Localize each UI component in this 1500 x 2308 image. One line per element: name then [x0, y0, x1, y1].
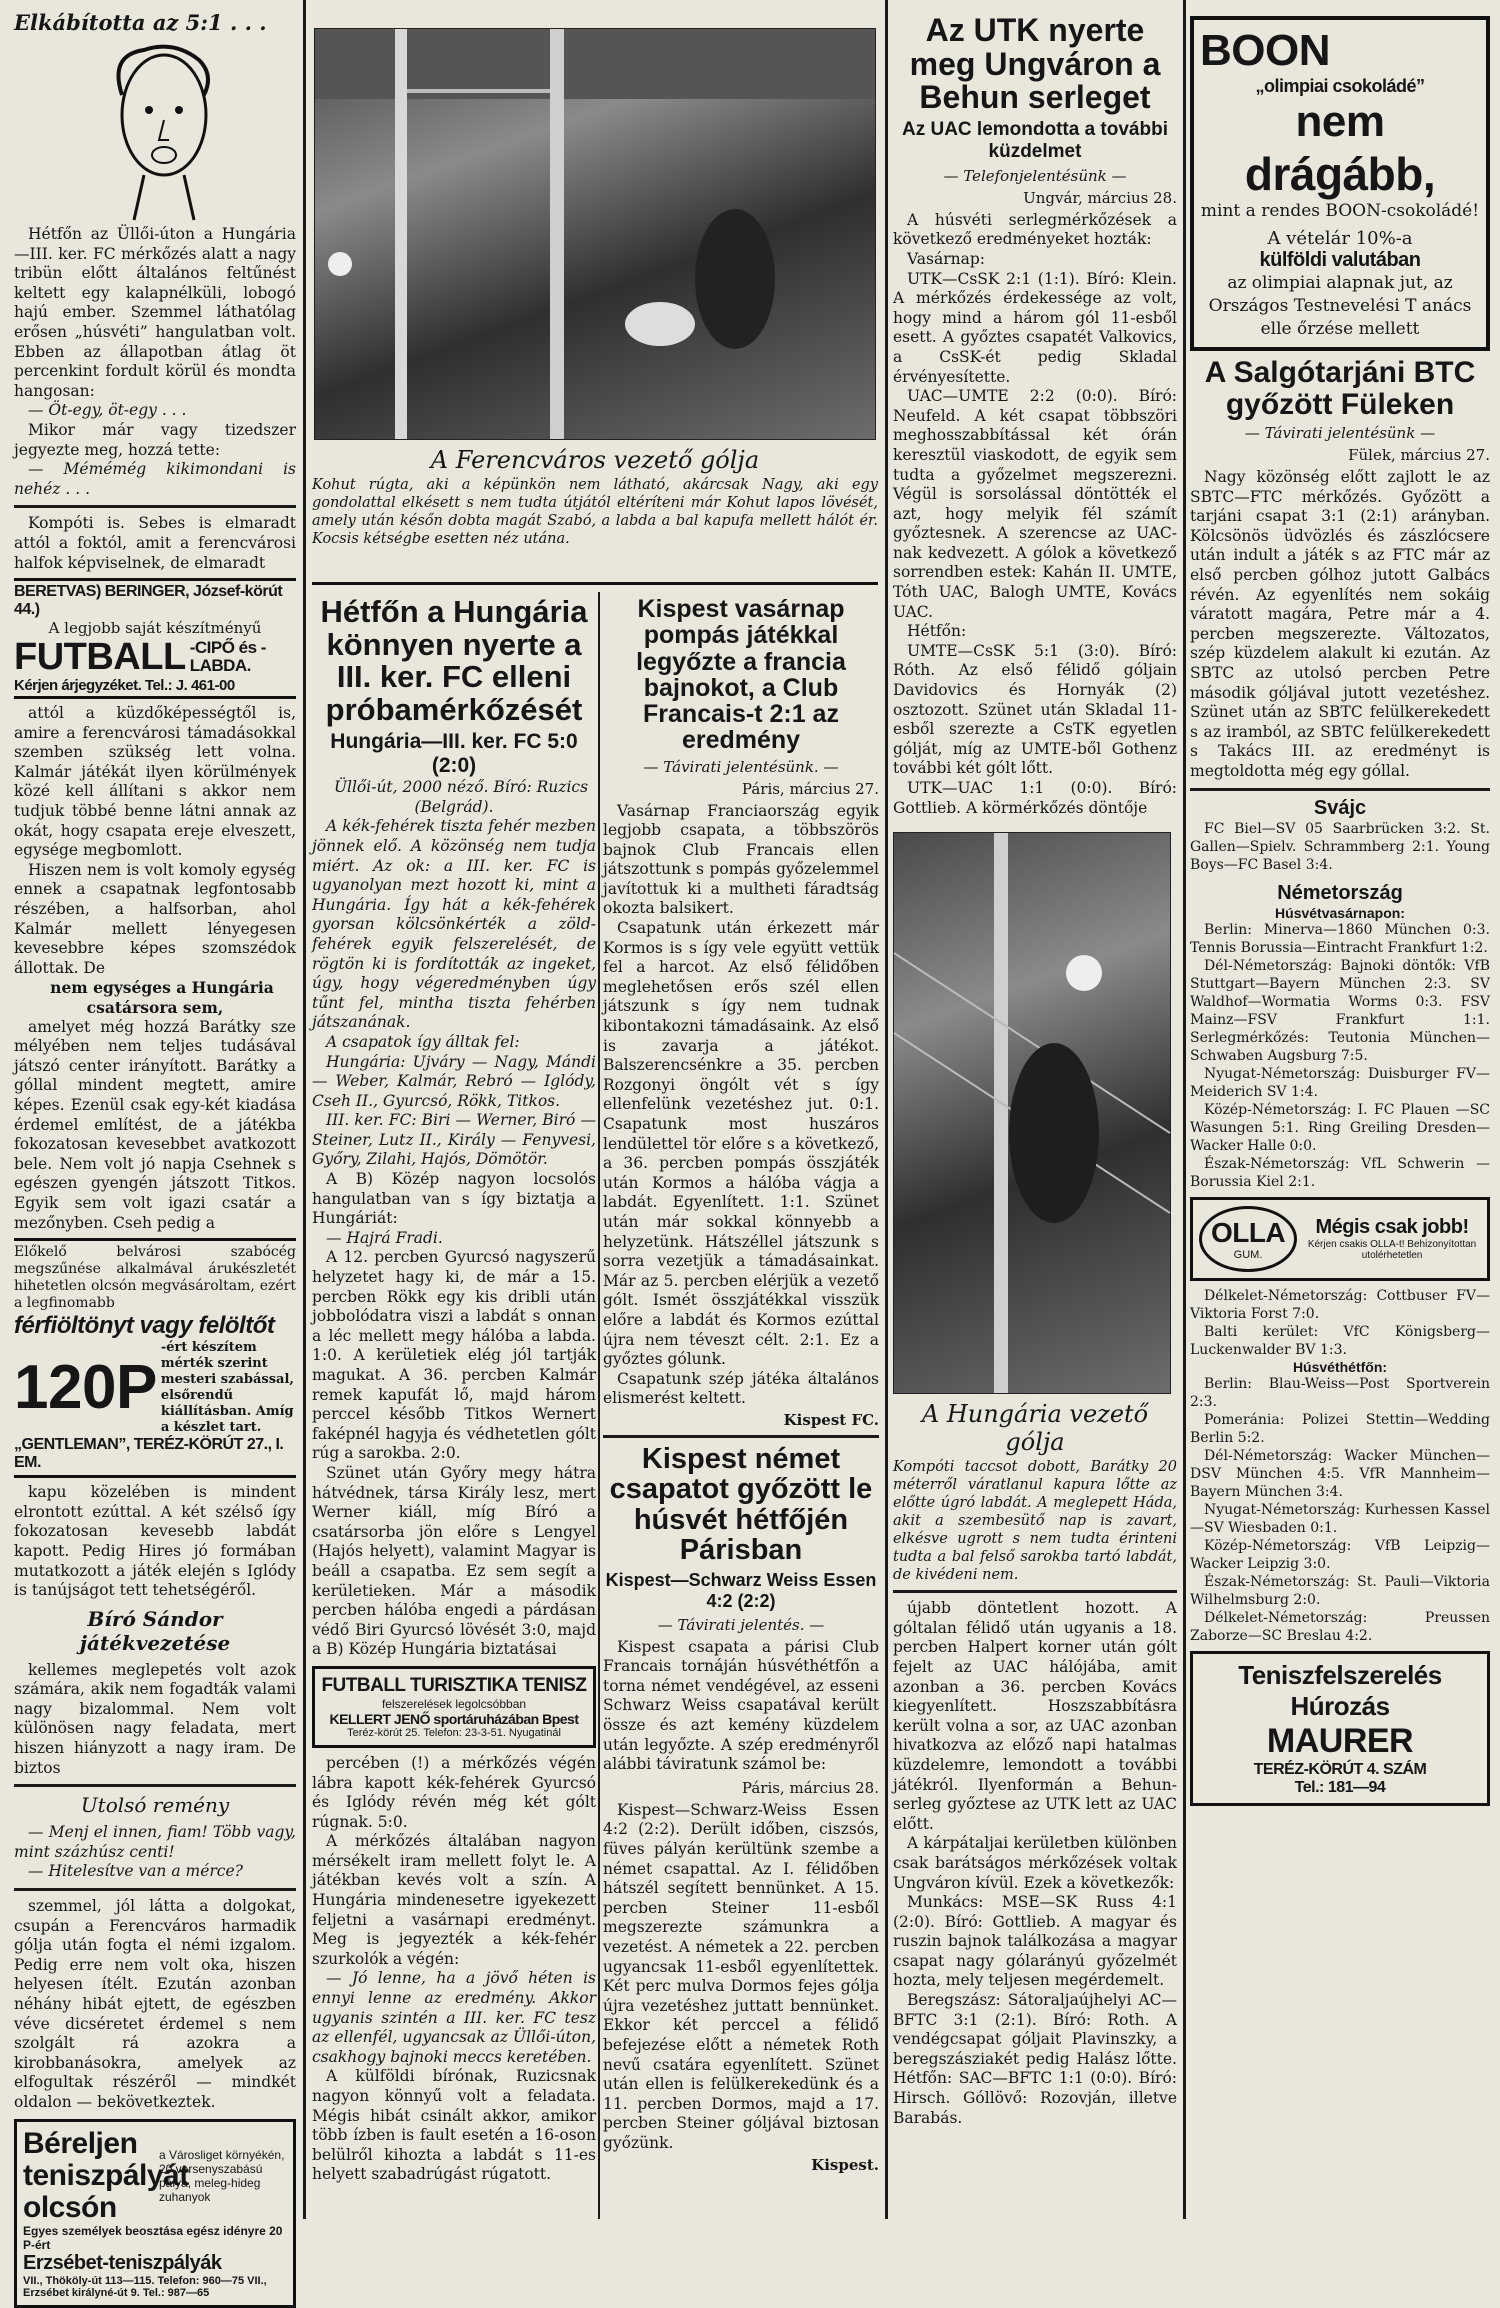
- column-2: [312, 592, 596, 2213]
- divider: [312, 582, 878, 585]
- text: újabb döntetlent hozott. A góltalan félidő után ugyanis a 18. percben Halpert korner után gólt fejelt az UAC hálójába, amit azonban a 36. percben Kovács kiegyenlített. Hoszszabbításra került volna a sor, az UAC azonban hivatkozva az előző napi hatalmas küzdelemre, lemondott a további játékról. Ilyenformán a Behun-serleg győztese az UTK lett az UAC előtt.: [893, 1599, 1177, 1833]
- kispest-german-headline: Kispest német csapatot győzött le húsvét hétfőjén Párisban: [609, 1442, 873, 1567]
- intro-text: Hétfőn az Üllői-úton a Hungária—III. ker. FC mérkőzés alatt a nagy tribün előtt általános feltűnést keltett egy kalapnélküli, lobogó hajú ember. Szemmel láthatólag erősen „húsvéti” hangulatban volt. Ebben az állapotban átlag öt percenkint fordult körül és mondta hangosan:: [14, 225, 296, 400]
- lineup: Hungária: Ujváry — Nagy, Mándi — Weber, Kalmár, Rebró — Iglódy, Cseh II., Gyurcsó, Rökk, Titkos.: [312, 1052, 596, 1110]
- column-4: [893, 10, 1177, 2213]
- sbtc-headline: A Salgótarjáni BTC győzött Füleken: [1204, 356, 1476, 421]
- olla-logo: [1199, 1206, 1297, 1272]
- ferencvaros-photo-title: A Ferencváros vezető gólja: [430, 446, 760, 474]
- text: Szünet után Győry megy hátra hátvédnek, társa Király lesz, mert Werner kiáll, míg Bíró a csatársorba jön előre s Lengyel (Hajós helyett), valamint Magyar is beáll a csapatba. Ez sem segít a kerületieken. Már a második percben hálóba engedi a párdásan védő Biri Gyurcsó lövését 3:0, majd a B) Közép Hungária biztatásai: [312, 1463, 596, 1659]
- olla-side2: Kérjen csakis OLLA-t! Behizonyítottan utolérhetetlen: [1307, 1239, 1477, 1261]
- text: attól a küzdőképességtől is, amire a ferencvárosi támadásokkal szemben szükség lett volna. Kalmár játékát ilyen körülmények közé kell állítani s akkor nem tudjuk többé benne látni annak az okát, hogy csapata ereje elveszett, egysége megbomlott.: [14, 704, 296, 860]
- results: Balti kerület: VfC Königsberg—Luckenwalder BV 1:3.: [1190, 1323, 1490, 1358]
- ferencvaros-photo-block: [312, 10, 878, 570]
- text: Beregszász: Sátoraljaújhelyi AC—BFTC 3:1 (2:1). Bíró: Roth. A vendégcsapat góljait Plavinszky, a beregszásziakét pedig Halász lőtte. Hétfőn: SAC—BFTC 1:1 (0:0). Bíró: Hirsch. Góllövő: Rozovján, illetve Barabás.: [893, 1991, 1177, 2127]
- results: Közép-Németország: VfB Leipzig—Wacker Leipzig 3:0.: [1190, 1537, 1490, 1572]
- nemet-heading: Németország: [1277, 881, 1403, 904]
- text: szemmel, jól látta a dolgokat, csupán a Ferencváros harmadik gólja után fogta el némi izgalom. Pedig erre nem volt oka, hiszen helyesen ítélt. Ezután azonban néhány hibát ejtett, de egészben véve dicséretet érdemel s nem szolgált rá azokra a kirobbanásokra, amelyek az elfogultak részéről — mindkét oldalon — bekövetkeztek.: [14, 1897, 296, 2111]
- results: Nyugat-Németország: Duisburger FV—Meiderich SV 1:4.: [1190, 1065, 1490, 1100]
- boon-big1: nem: [1295, 97, 1385, 146]
- biro-heading: Bíró Sándor játékvezetése: [79, 1606, 231, 1655]
- maurer-line3: MAURER: [1266, 1721, 1414, 1760]
- text: Csapatunk után érkezett már Kormos is s így vele együtt vettük fel a harcot. Az első félidőben meglehetősen erős szél ellen játszunk s így nem tudnak kibontakozni támadásaink. Az első is zavarja a játékot. Balszerencsénkre a 35. percben Rozgonyi öngólt vét s így ellenfelünk vezetéshez jut. 0:1. Csapatunk most huszáros lendülettel tör előre s a következő, a 36. percben pompás összjáték után Kormos a hálóba vágja a labdát. Egyenlített. 1:1. Szünet után már sokkal könnyebb a helyzetünk. Hátszéllel játszunk s sorra vezetjük a támadásainkat. Már az 5. percben elérjük a vezető gólt. Ismét összjátékkal visszük előre a labdát és Kormos ezúttal újra nem téveszt célt. 2:1. Ez a győztes gólunk.: [603, 919, 879, 1369]
- kellert-name: KELLERT JENŐ sportáruházában Bpest: [329, 1710, 579, 1727]
- boon-text: az olimpiai alapnak jut, az Országos Testnevelési T anács elle őrzése mellett: [1208, 273, 1472, 339]
- utk-headline: Az UTK nyerte meg Ungváron a Behun serleget: [909, 12, 1161, 116]
- text: UTK—CsSK 2:1 (1:1). Bíró: Klein. A mérkőzés érdekessége az volt, hogy mind a három gól 11-esből esett. A győztes csapatét Valkovics, a CsSK-ét pedig Skladal érvényesítette.: [893, 269, 1177, 386]
- dateline: — Távirati jelentésünk. —: [643, 757, 839, 776]
- signature: Kispest.: [811, 2155, 879, 2174]
- utolso-heading: Utolsó remény: [80, 1793, 230, 1818]
- olla-brand: OLLA: [1210, 1216, 1286, 1248]
- results: Délkelet-Németország: Cottbuser FV—Viktoria Forst 7:0.: [1190, 1287, 1490, 1322]
- divider: [893, 1590, 1177, 1593]
- boon-big2: drágább,: [1244, 148, 1436, 200]
- boon-ad: [1190, 16, 1490, 351]
- hungaria-photo-caption: Kompóti taccsot dobott, Barátky 20 méterről váratlanul kapura lőtte az előtte úgró labdát. A meglepett Háda, akit a szembesütő nap is zavart, elkésve ugrott s nem tudta érinteni tudta a bal felső sarokba tartó labdát, de kivédeni nem.: [893, 1459, 1177, 1584]
- gentleman-ad: [14, 1238, 296, 1478]
- olla-side1: Mégis csak jobb!: [1315, 1216, 1469, 1238]
- tennis-name: Erzsébet-teniszpályák: [23, 2251, 222, 2274]
- column-3: [603, 592, 879, 2213]
- maurer-ad: [1190, 1651, 1490, 1806]
- maurer-line2: Húrozás: [1290, 1690, 1390, 1721]
- boon-text: külföldi valutában: [1259, 249, 1421, 271]
- olla-sub: GUM.: [1233, 1248, 1263, 1261]
- hungaria-photo-title: A Hungária vezető gólja: [921, 1400, 1149, 1457]
- ferencvaros-goal-photo: [314, 28, 876, 440]
- place: Fülek, március 27.: [1348, 446, 1490, 464]
- text: Mikor már vagy tizedszer jegyezte meg, hozzá tette:: [14, 420, 296, 459]
- maurer-line1: Teniszfelszerelés: [1238, 1659, 1442, 1690]
- dateline: — Telefonjelentésünk —: [943, 166, 1127, 185]
- results: Észak-Németország: St. Pauli—Viktoria Wilhelmsburg 2:0.: [1190, 1573, 1490, 1608]
- text: amelyet még hozzá Barátky sze mélyében nem teljes tudásával játszó center irányított. Barátky a góllal mindent megtett, amire képes. Ezenül csak egy-két kiadása érdemel említést, de a játékba fokozatosan kevesebbet avatkozott bele. Nem volt jó napja Csehnek s egészen gyengén játszott Titkos. Egyik sem volt igazi csatár a mezőnyben. Cseh pedig a: [14, 1017, 296, 1232]
- text: A kék-fehérek tiszta fehér mezben jönnek elő. A közönség nem tudja miért. Az ok: a III. ker. FC is ugyanolyan mezt hozott ki, mint a Hungária. Így hát a kék-fehérek gyorsan kölcsönkérték a zöld-fehérek egyik felszerelését, de rögtön ki is fordították az ingeket, úgy, hogy végeredményben úgy tűnt fel, mintha tiszta fehérben játszanának.: [312, 817, 596, 1032]
- results: Nyugat-Németország: Kurhessen Kassel—SV Wiesbaden 0:1.: [1190, 1501, 1490, 1536]
- tennis-line: Egyes személyek beosztása egész idényre 20 P-ért: [23, 2223, 283, 2252]
- beringer-big: FUTBALL: [14, 636, 186, 679]
- text: Kispest csapata a párisi Club Francais tornáján húsvéthétfőn a torna német vendégével, az esseni Schwarz Weiss csapatával került össze és azt kemény küzdelem után legyőzte. A szép eredményről alábbi táviratunk számol be:: [603, 1637, 879, 1774]
- gentleman-addr: „GENTLEMAN”, TERÉZ-KÖRÚT 27., I. EM.: [14, 1436, 284, 1472]
- quote: — Menj el innen, fiam! Több vagy, mint százhúsz centi!: [14, 1823, 296, 1861]
- divider: [14, 1888, 296, 1891]
- hungaria-subhead: Hungária—III. ker. FC 5:0 (2:0): [330, 730, 578, 778]
- text: A B) Közép nagyon locsolós hangulatban van s így biztatja a Hungáriát:: [312, 1170, 596, 1228]
- kispest-headline: Kispest vasárnap pompás játékkal legyőzte a francia bajnokot, a Club Francais-t 2:1 az eredmény: [636, 595, 846, 755]
- boon-brand: BOON: [1200, 26, 1330, 75]
- kellert-top: FUTBALL TURISZTIKA TENISZ: [321, 1674, 587, 1696]
- gentleman-price: 120P: [14, 1353, 157, 1423]
- text: A csapatok így álltak fel:: [326, 1032, 520, 1051]
- maurer-line5: Tel.: 181—94: [1294, 1778, 1386, 1796]
- boon-text: A vételár 10%-a: [1267, 228, 1413, 249]
- text: kapu közelében is mindent elrontott ezúttal. A két szélső így fokozatosan kevesebb labdát kapott. Pedig Hires jó formában mutatkozott a játék elején s Iglódy is tanújságot tett tehetségéről.: [14, 1483, 296, 1600]
- gentleman-top: Előkelő belvárosi szabócég megszűnése alkalmával árukészletét hihetetlen olcsón megvásároltam, ezért a legfinomabb: [14, 1244, 296, 1312]
- boon-text: mint a rendes BOON-csokoládé!: [1200, 201, 1480, 221]
- column-rule-2: [885, 0, 888, 2219]
- ferencvaros-photo-caption: Kohut rúgta, aki a képünkön nem látható, akárcsak Nagy, aki egy gondolattal elkésett s nem tudta útjától eltéríteni már Kohut lapos lövését, amely után későn dobta magát Szabó, a labda a bal kapufa mellett hálót ér. Kocsis kétségbe esetten néz utána.: [312, 477, 878, 547]
- beringer-ad: [14, 578, 296, 699]
- text: UAC—UMTE 2:2 (0:0). Bíró: Neufeld. A két csapat többszöri meghosszabbítással két órán keresztül viaskodott, de egyik sem tudta a győzelmet megszerezni. Végül is sorsolással döntötték el azt, hogy melyik fél számít győztesnek. A szerencse az UAC-nak kedvezett. A gólok a következő sorrendben estek: Kahán II. UMTE, Tóth UAC, Balogh UMTE, Kovács UAC.: [893, 387, 1177, 621]
- dateline: — Távirati jelentés. —: [657, 1615, 825, 1634]
- tennis-addr: VII., Thököly-út 113—115. Telefon: 960—75 VII., Erzsébet királyné-út 9. Tel.: 987—65: [23, 2274, 267, 2299]
- tennis-court-ad: [14, 2119, 296, 2308]
- tennis-title: Béreljen teniszpályát olcsón: [23, 2126, 189, 2224]
- venue: Üllői-út, 2000 néző. Bíró: Ruzics (Belgrád).: [333, 778, 589, 816]
- column-5: [1190, 10, 1490, 2213]
- text: Vasárnap:: [907, 249, 985, 268]
- lineup: III. ker. FC: Biri — Werner, Biró — Steiner, Lutz II., Király — Fenyvesi, Győry, Zilahi, Hajós, Dömötör.: [312, 1111, 596, 1169]
- kispest-german-subhead: Kispest—Schwarz Weiss Essen 4:2 (2:2): [605, 1569, 877, 1611]
- tennis-side: a Városliget környékén, 20 versenyszabású pálya, meleg-hideg zuhanyok: [159, 2147, 285, 2204]
- divider: [14, 505, 296, 508]
- gentleman-side: -ért készítem mérték szerint mesteri szabással, elsőrendű kiállításban. Amíg a készlet tart.: [160, 1340, 294, 1436]
- place: Páris, március 28.: [741, 1778, 879, 1797]
- quote: — Öt-egy, öt-egy . . .: [28, 401, 187, 420]
- results: Közép-Németország: I. FC Plauen —SC Wasungen 5:1. Ring Greiling Dresden—Wacker Halle 0:0.: [1190, 1101, 1490, 1154]
- hetfon-heading: Húsvéthétfőn:: [1292, 1358, 1388, 1375]
- dateline: — Távirati jelentésünk —: [1244, 424, 1436, 442]
- beringer-side: -CIPŐ és -LABDA.: [189, 638, 266, 676]
- text: A kárpátaljai kerületben különben csak barátságos mérkőzések voltak Ungváron kívül. Ezek a következők:: [893, 1834, 1177, 1892]
- kompoti-text: Kompóti is. Sebes is elmaradt attól a foktól, amit a ferencvárosi halfok képviselnek, de elmaradt: [14, 514, 296, 572]
- place: Páris, március 27.: [741, 779, 879, 798]
- text: UMTE—CsSK 5:1 (3:0). Bíró: Róth. Az első félidő góljain Davidovics és Hornyák (2) osztozott. Szünet után Skladal 11-esből szerezte a CsTK egyetlen gólját, míg az UMTE-ből Gothenz további két gólt lőtt.: [893, 641, 1177, 778]
- results: Dél-Németország: Bajnoki döntők: VfB Stuttgart—Bayern München 2:3. SV Waldhof—Wormatia Worms 0:3. FSV Mainz—FSV Frankfurt 1:1. Serlegmérkőzés: Teutonia München—Schwaben Augsburg 7:5.: [1190, 957, 1490, 1064]
- gentleman-big: férfiöltönyt vagy felöltőt: [14, 1312, 275, 1340]
- results: FC Biel—SV 05 Saarbrücken 3:2. St. Gallen—Spielv. Schrammberg 2:1. Young Boys—FC Basel 3:4.: [1190, 820, 1490, 873]
- text: Kispest—Schwarz-Weiss Essen 4:2 (2:2). Derült időben, ciszsós, füves pályán kerültünk szembe a német csapattal. Az I. félidőben hátszél segített bennünket. A 15. percben Steiner 11-esből megszerezte számunkra a vezetést. A németek a 22. percben ugyancsak 11-esből egyenlítettek. Két perc mulva Dormos fejes gólja újra vezetéshez juttatt bennünket. Ekkor két perccel a félidő befejezése előtt a németek Roth nevű csatára egyenlített. Szünet után ellen is felülkerekedünk és a 11. percben Dormos, majd a 17. percben Steiner góljával biztosan győzünk.: [603, 1800, 879, 2152]
- text: — Hajrá Fradi.: [326, 1228, 443, 1247]
- results: Dél-Németország: Wacker München—DSV München 4:5. VfR Mannheim—Bayern München 3:4.: [1190, 1447, 1490, 1500]
- text: Nagy közönség előtt zajlott le az SBTC—FTC mérkőzés. Győzött a tarjáni csapat 3:1 (2:1) arányban. Kölcsönös üdvözlés és zászlócsere után indult a játék s az FTC már az első percben gólhoz jutott Galbács révén. Az egyenlítés nem sokáig váratott magára, Petre már a 4. percben megszerezte. Változatos, szép küzdelem alakult ki ezután. Az SBTC az utolsó percben Petre második góljával jutott vezetéshez. Szünet után az SBTC felülkerekedett s az iramból, az SBTC felülkerekedett s Takács III. az eredményt is megtoldotta még egy góllal.: [1190, 468, 1490, 780]
- kellert-ad: [312, 1666, 596, 1748]
- hungaria-goal-photo: [893, 832, 1171, 1394]
- text: UTK—UAC 1:1 (0:0). Bíró: Gottlieb. A körmérkőzés döntője: [893, 779, 1177, 817]
- text: A húsvéti serlegmérkőzések a következő eredményeket hozták:: [893, 210, 1177, 249]
- beringer-sub: A legjobb saját készítményű: [48, 619, 262, 638]
- divider: [603, 1435, 879, 1438]
- text: A külföldi bírónak, Ruzicsnak nagyon könnyű volt a feladata. Mégis hibát csinált akkor, amikor több ízben is fault esetén a 16-oson belülről kihozta a labdát s 11-es helyett szabadrúgást rúgatott.: [312, 2067, 596, 2184]
- results: Pomeránia: Polizei Stettin—Wedding Berlin 5:2.: [1190, 1411, 1490, 1446]
- kellert-addr: Teréz-körút 25. Telefon: 23-3-51. Nyugatinál: [347, 1726, 561, 1739]
- text: — Jó lenne, ha a jövő héten is ennyi lenne az eredmény. Akkor ugyanis szintén a III. ker. FC tesz az ellenfél, ugyancsak az Üllői-úton, csakhogy bajnoki meccs keretében.: [312, 1969, 596, 2066]
- quote: — Hitelesítve van a mérce?: [28, 1862, 243, 1881]
- olla-ad: [1190, 1197, 1490, 1281]
- column-rule-3: [1183, 0, 1186, 2219]
- cartoon-drawing: [14, 35, 296, 225]
- beringer-tel: Kérjen árjegyzéket. Tel.: J. 461-00: [14, 677, 235, 695]
- subhead: nem egységes a Hungária csatársora sem,: [50, 978, 274, 1017]
- hungaria-headline: Hétfőn a Hungária könnyen nyerte a III. ker. FC elleni próbamérkőzését: [320, 594, 588, 727]
- kellert-mid: felszerelések legolcsóbban: [381, 1696, 527, 1711]
- cartoon-header: Elkábította az 5:1 . . .: [14, 10, 267, 35]
- results: Délkelet-Németország: Preussen Zaborze—SC Breslau 4:2.: [1190, 1609, 1490, 1644]
- results: Berlin: Minerva—1860 München 0:3. Tennis Borussia—Eintracht Frankfurt 1:2.: [1190, 921, 1490, 956]
- column-rule-1: [303, 0, 306, 2219]
- divider: [1190, 788, 1490, 791]
- results: Észak-Németország: VfL Schwerin —Borussia Kiel 2:1.: [1190, 1155, 1490, 1190]
- text: Hétfőn:: [907, 622, 967, 641]
- maurer-line4: TERÉZ-KÖRÚT 4. SZÁM: [1253, 1760, 1427, 1778]
- text: A mérkőzés általában nagyon mérsékelt iram mellett folyt le. A játékban kevés volt a szín. A Hungária mindenesetre igyekezett feljetni a vasárnapi eredményt. Meg is jegyezték a kék-fehér szurkolók a végén:: [312, 1832, 596, 1968]
- text: Csapatunk szép játéka általános elismerést keltett.: [603, 1369, 879, 1408]
- divider: [14, 1784, 296, 1787]
- beringer-line: BERETVAS) BERINGER, József-körút 44.): [14, 583, 283, 619]
- place: Ungvár, március 28.: [1023, 188, 1177, 207]
- boon-sub: „olimpiai csokoládé”: [1255, 76, 1425, 96]
- text: Vasárnap Franciaország egyik legjobb csapata, a többszörös bajnok Club Francais ellen játszottunk s pompás győzelemmel javítottuk ki a multheti fáradtság okozta balsikert.: [603, 801, 879, 918]
- signature: Kispest FC.: [783, 1410, 879, 1429]
- column-rule-inner: [598, 592, 600, 2219]
- svajc-heading: Svájc: [1313, 796, 1367, 819]
- nemet-sub: Húsvétvasárnapon:: [1275, 904, 1405, 921]
- results: Berlin: Blau-Weiss—Post Sportverein 2:3.: [1190, 1375, 1490, 1410]
- text: Hiszen nem is volt komoly egység ennek a csapatnak legfontosabb részében, a halfsorban, ahol Kalmár mellett lényegesen kevesebbre képes szomszédok állottak. De: [14, 860, 296, 977]
- text: Munkács: MSE—SK Russ 4:1 (2:0). Bíró: Gottlieb. A magyar és ruszin bajnok találkozása a magyar csapat nagy gólarányú győzelmét hozta, mely teljesen megérdemelt.: [893, 1893, 1177, 1990]
- text: percében (!) a mérkőzés végén lábra kapott kék-fehérek Gyurcsó és Iglódy révén még két gólt rúgnak. 5:0.: [312, 1753, 596, 1831]
- utk-subhead: Az UAC lemondotta a további küzdelmet: [901, 118, 1168, 162]
- quote: — Mémémég kikimondani is nehéz . . .: [14, 460, 296, 498]
- text: kellemes meglepetés volt azok számára, akik nem fogadták valami nagy bizalommal. Nem volt különösen nagy feladata, mert hiszen hiányzott a nagy iram. De biztos: [14, 1660, 296, 1777]
- column-1: [14, 10, 296, 2299]
- text: A 12. percben Gyurcsó nagyszerű helyzetet hagy ki, de már a 15. percben Rökk egy kis dribli után jobbolódatra viszi a labdát s onnan a léc mellett megy hálóba a labda. 1:0. A kerületiek elég jól tartják magukat. A 36. percben Kalmár remek kapufát lő, majd három perccel később Titkos Wernert faképnél hagyja és védhetetlen gólt rúg a sarokba. 2:0.: [312, 1248, 596, 1463]
